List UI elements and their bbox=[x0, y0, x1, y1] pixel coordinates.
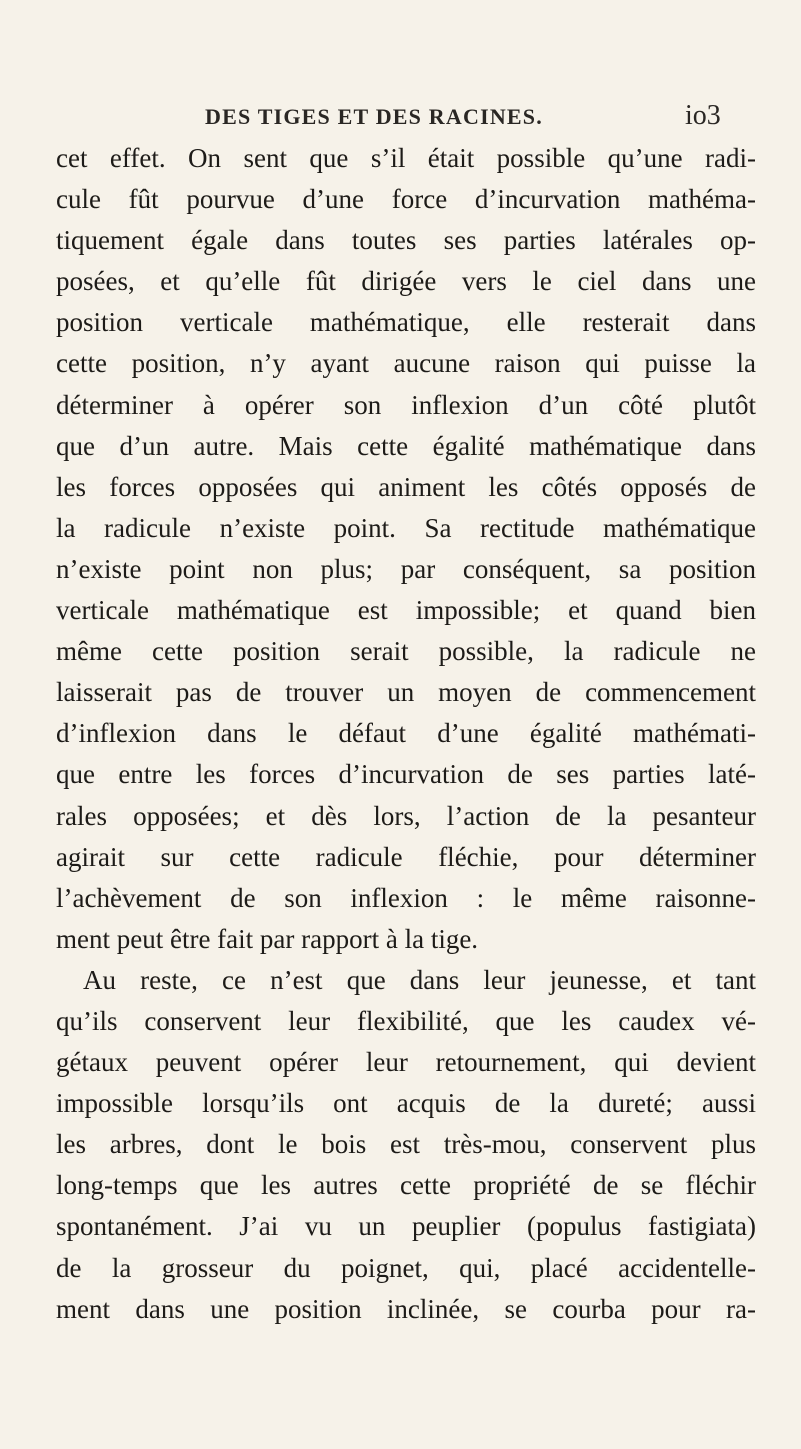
text-line: cette position, n’y ayant aucune raison qui puisse la bbox=[56, 348, 756, 379]
text-line: agirait sur cette radicule fléchie, pour déterminer bbox=[56, 841, 756, 872]
text-line: laisserait pas de trouver un moyen de commencement bbox=[56, 677, 756, 708]
text-line: déterminer à opérer son inflexion d’un côté plutôt bbox=[56, 389, 756, 420]
text-line: d’inflexion dans le défaut d’une égalité mathémati- bbox=[56, 718, 756, 749]
text-line: impossible lorsqu’ils ont acquis de la dureté; aussi bbox=[56, 1088, 756, 1119]
text-line: n’existe point non plus; par conséquent, sa position bbox=[56, 553, 756, 584]
text-line: de la grosseur du poignet, qui, placé accidentelle- bbox=[56, 1252, 756, 1283]
text-line: spontanément. J’ai vu un peuplier (populus fastigiata) bbox=[56, 1211, 756, 1242]
text-line: même cette position serait possible, la radicule ne bbox=[56, 636, 756, 667]
text-line: l’achèvement de son inflexion : le même raisonne- bbox=[56, 882, 756, 913]
text-line: tiquement égale dans toutes ses parties latérales op- bbox=[56, 225, 756, 256]
text-line: long-temps que les autres cette propriété de se fléchir bbox=[56, 1170, 756, 1201]
text-line: cule fût pourvue d’une force d’incurvation mathéma- bbox=[56, 184, 756, 215]
text-line: cet effet. On sent que s’il était possible qu’une radi- bbox=[56, 143, 756, 173]
text-line: position verticale mathématique, elle resterait dans bbox=[56, 307, 756, 338]
text-line: les forces opposées qui animent les côtés opposés de bbox=[56, 471, 756, 502]
text-line: que d’un autre. Mais cette égalité mathématique dans bbox=[56, 430, 756, 461]
paragraph-start-line: Au reste, ce n’est que dans leur jeunesse, et tant bbox=[83, 964, 756, 995]
text-line: les arbres, dont le bois est très-mou, conservent plus bbox=[56, 1129, 756, 1160]
text-line: la radicule n’existe point. Sa rectitude mathématique bbox=[56, 512, 756, 543]
text-line: posées, et qu’elle fût dirigée vers le ciel dans une bbox=[56, 266, 756, 297]
body-text bbox=[56, 138, 756, 1330]
page-number: io3 bbox=[685, 100, 721, 131]
text-line: gétaux peuvent opérer leur retournement, qui devient bbox=[56, 1047, 756, 1078]
running-title: DES TIGES ET DES RACINES. bbox=[205, 104, 543, 129]
text-line: que entre les forces d’incurvation de ses parties laté- bbox=[56, 759, 756, 790]
paragraph-end-line: ment peut être fait par rapport à la tige. bbox=[56, 923, 479, 954]
text-line: rales opposées; et dès lors, l’action de la pesanteur bbox=[56, 800, 756, 831]
text-line: verticale mathématique est impossible; et quand bien bbox=[56, 595, 756, 626]
text-line: qu’ils conservent leur flexibilité, que les caudex vé- bbox=[56, 1005, 756, 1036]
text-line: ment dans une position inclinée, se courba pour ra- bbox=[56, 1293, 756, 1324]
